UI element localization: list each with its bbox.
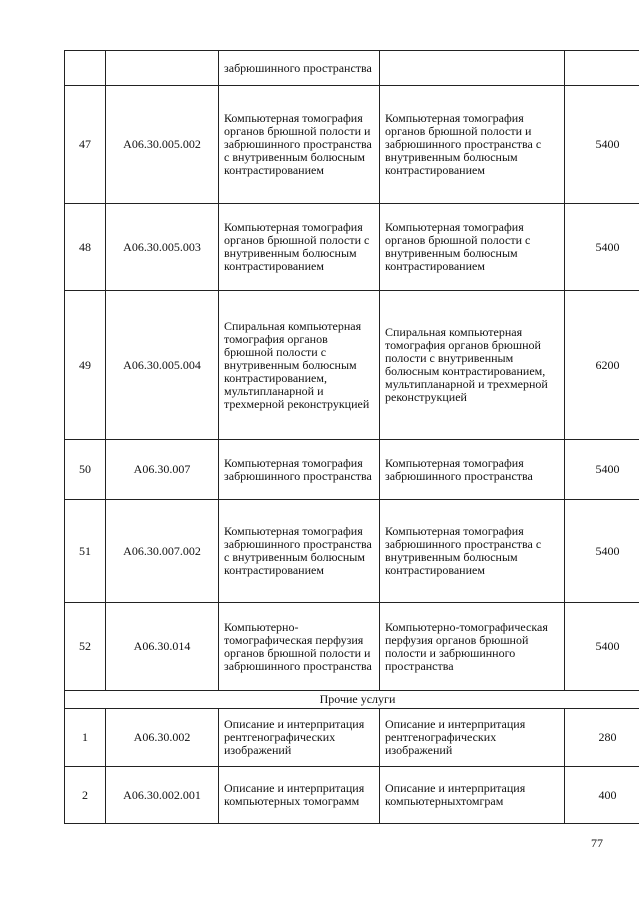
- service-price: 5400: [565, 204, 639, 291]
- service-code: A06.30.014: [106, 603, 219, 691]
- service-description: Компьютерная томография органов брюшной полости и забрюшинного пространства с внутривенным болюсным контрастированием: [380, 86, 565, 204]
- row-number: 50: [65, 440, 106, 500]
- table-row: [65, 204, 639, 291]
- service-description: Компьютерно-томографическая перфузия органов брюшной полости и забрюшинного пространства: [380, 603, 565, 691]
- service-description: Компьютерная томография забрюшинного пространства с внутривенным болюсным контрастированием: [380, 500, 565, 603]
- service-price: 5400: [565, 603, 639, 691]
- service-description: Описание и интерпритация компьютерныхтомграм: [380, 767, 565, 824]
- services-table: [64, 50, 639, 824]
- service-code: A06.30.005.003: [106, 204, 219, 291]
- service-code: A06.30.002: [106, 709, 219, 767]
- row-number: 2: [65, 767, 106, 824]
- service-name: Описание и интерпритация рентгенографических изображений: [219, 709, 380, 767]
- table-row: [65, 500, 639, 603]
- section-title: Прочие услуги: [65, 691, 639, 709]
- row-number: 51: [65, 500, 106, 603]
- service-name: Описание и интерпритация компьютерных томограмм: [219, 767, 380, 824]
- service-code: A06.30.005.004: [106, 291, 219, 440]
- service-name: Компьютерная томография забрюшинного пространства с внутривенным болюсным контрастированием: [219, 500, 380, 603]
- service-description: Компьютерная томография забрюшинного пространства: [380, 440, 565, 500]
- service-name: забрюшинного пространства: [219, 51, 380, 86]
- service-price: 5400: [565, 500, 639, 603]
- service-name: Компьютерная томография забрюшинного пространства: [219, 440, 380, 500]
- service-name: Компьютерно-томографическая перфузия органов брюшной полости и забрюшинного пространства: [219, 603, 380, 691]
- service-name: Компьютерная томография органов брюшной полости и забрюшинного пространства с внутривенным болюсным контрастированием: [219, 86, 380, 204]
- service-price: 6200: [565, 291, 639, 440]
- service-name: Спиральная компьютерная томография органов брюшной полости с внутривенным болюсным контрастированием, мультипланарной и трехмерной реконструкцией: [219, 291, 380, 440]
- service-description: [380, 51, 565, 86]
- service-description: Компьютерная томография органов брюшной полости с внутривенным болюсным контрастированием: [380, 204, 565, 291]
- section-row: [65, 691, 639, 709]
- page-number: 77: [591, 836, 603, 850]
- table-row: [65, 291, 639, 440]
- row-number: 52: [65, 603, 106, 691]
- table-row: [65, 51, 639, 86]
- row-number: 49: [65, 291, 106, 440]
- service-price: 400: [565, 767, 639, 824]
- service-code: [106, 51, 219, 86]
- table-body: [65, 51, 639, 824]
- service-name: Компьютерная томография органов брюшной полости с внутривенным болюсным контрастированием: [219, 204, 380, 291]
- service-code: A06.30.005.002: [106, 86, 219, 204]
- table-row: [65, 767, 639, 824]
- row-number: 47: [65, 86, 106, 204]
- service-price: 280: [565, 709, 639, 767]
- service-description: Описание и интерпритация рентгенографических изображений: [380, 709, 565, 767]
- row-number: 48: [65, 204, 106, 291]
- service-price: [565, 51, 639, 86]
- service-price: 5400: [565, 440, 639, 500]
- service-code: A06.30.007.002: [106, 500, 219, 603]
- table-row: [65, 440, 639, 500]
- row-number: 1: [65, 709, 106, 767]
- service-description: Спиральная компьютерная томография органов брюшной полости с внутривенным болюсным контрастированием, мультипланарной и трехмерной реконструкцией: [380, 291, 565, 440]
- table-row: [65, 86, 639, 204]
- service-code: A06.30.002.001: [106, 767, 219, 824]
- service-code: A06.30.007: [106, 440, 219, 500]
- table-row: [65, 709, 639, 767]
- table-row: [65, 603, 639, 691]
- service-price: 5400: [565, 86, 639, 204]
- row-number: [65, 51, 106, 86]
